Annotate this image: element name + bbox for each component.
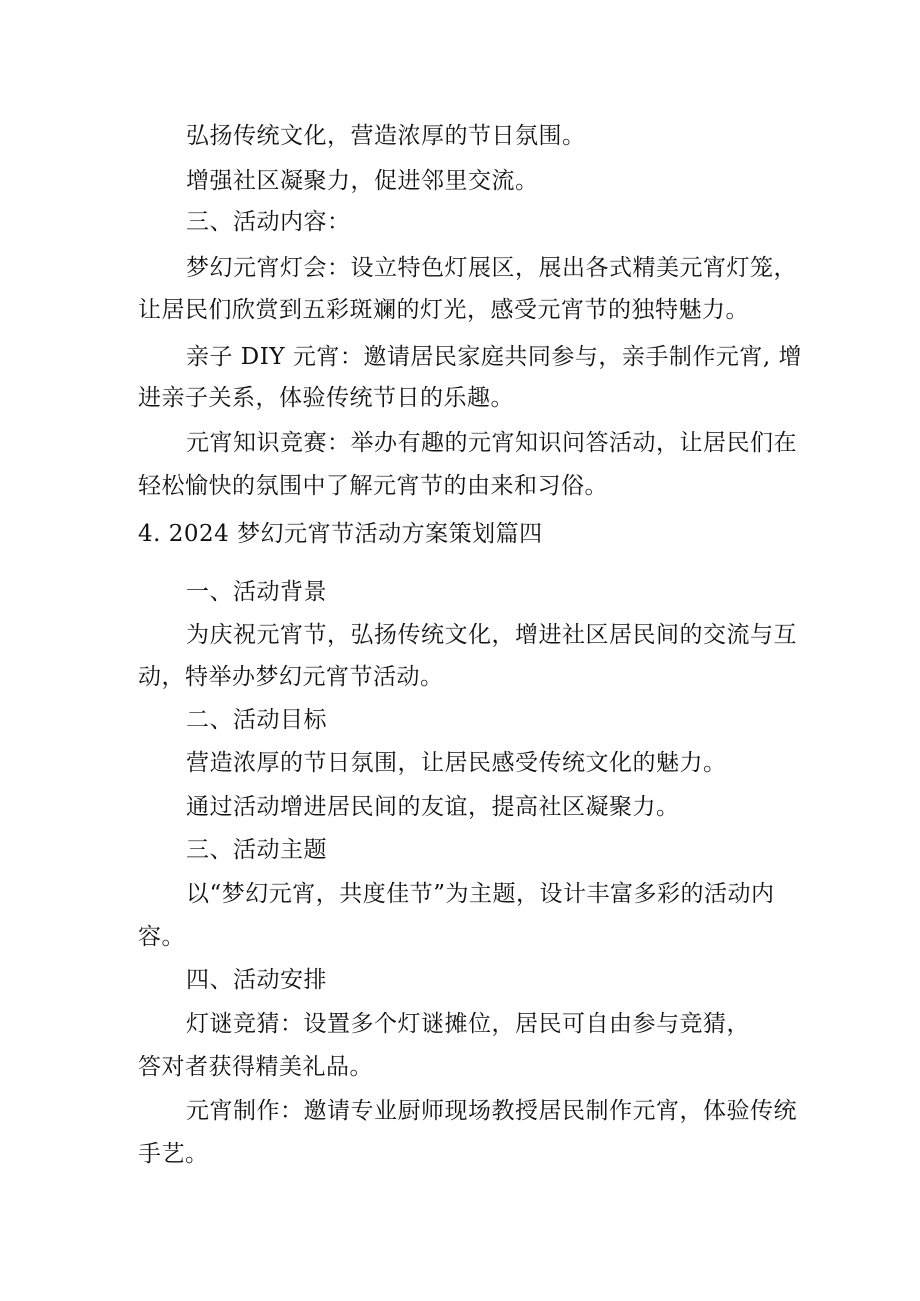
paragraph-line: 以“梦幻元宵，共度佳节”为主题，设计丰富多彩的活动内 bbox=[186, 881, 775, 907]
paragraph-line: 答对者获得精美礼品。 bbox=[138, 1054, 373, 1080]
paragraph-line: 营造浓厚的节日氛围，让居民感受传统文化的魅力。 bbox=[186, 750, 727, 776]
section-heading: 一、活动背景 bbox=[186, 579, 327, 605]
paragraph-line: 进亲子关系，体验传统节日的乐趣。 bbox=[138, 385, 514, 411]
paragraph-line: 亲子 DIY 元宵：邀请居民家庭共同参与，亲手制作元宵, 增 bbox=[186, 344, 802, 370]
paragraph-line: 容。 bbox=[138, 924, 185, 950]
paragraph-line: 手艺。 bbox=[138, 1141, 209, 1167]
paragraph-line: 让居民们欣赏到五彩斑斓的灯光，感受元宵节的独特魅力。 bbox=[138, 297, 749, 323]
paragraph-line: 梦幻元宵灯会：设立特色灯展区，展出各式精美元宵灯笼， bbox=[186, 255, 797, 281]
paragraph-line: 元宵制作：邀请专业厨师现场教授居民制作元宵，体验传统 bbox=[186, 1098, 797, 1124]
section-heading: 二、活动目标 bbox=[186, 707, 327, 733]
paragraph-line: 灯谜竞猜：设置多个灯谜摊位，居民可自由参与竞猜， bbox=[186, 1011, 750, 1037]
paragraph-line: 通过活动增进居民间的友谊，提高社区凝聚力。 bbox=[186, 794, 680, 820]
section-heading: 三、活动内容： bbox=[186, 209, 351, 235]
paragraph-line: 增强社区凝聚力，促进邻里交流。 bbox=[186, 168, 539, 194]
paragraph-line: 为庆祝元宵节，弘扬传统文化，增进社区居民间的交流与互 bbox=[186, 622, 797, 648]
article-heading: 4. 2024 梦幻元宵节活动方案策划篇四 bbox=[138, 521, 543, 547]
paragraph-line: 弘扬传统文化，营造浓厚的节日氛围。 bbox=[186, 123, 586, 149]
section-heading: 四、活动安排 bbox=[186, 967, 327, 993]
paragraph-line: 轻松愉快的氛围中了解元宵节的由来和习俗。 bbox=[138, 473, 608, 499]
paragraph-line: 元宵知识竞赛：举办有趣的元宵知识问答活动，让居民们在 bbox=[186, 430, 797, 456]
paragraph-line: 动，特举办梦幻元宵节活动。 bbox=[138, 664, 444, 690]
section-heading: 三、活动主题 bbox=[186, 837, 327, 863]
